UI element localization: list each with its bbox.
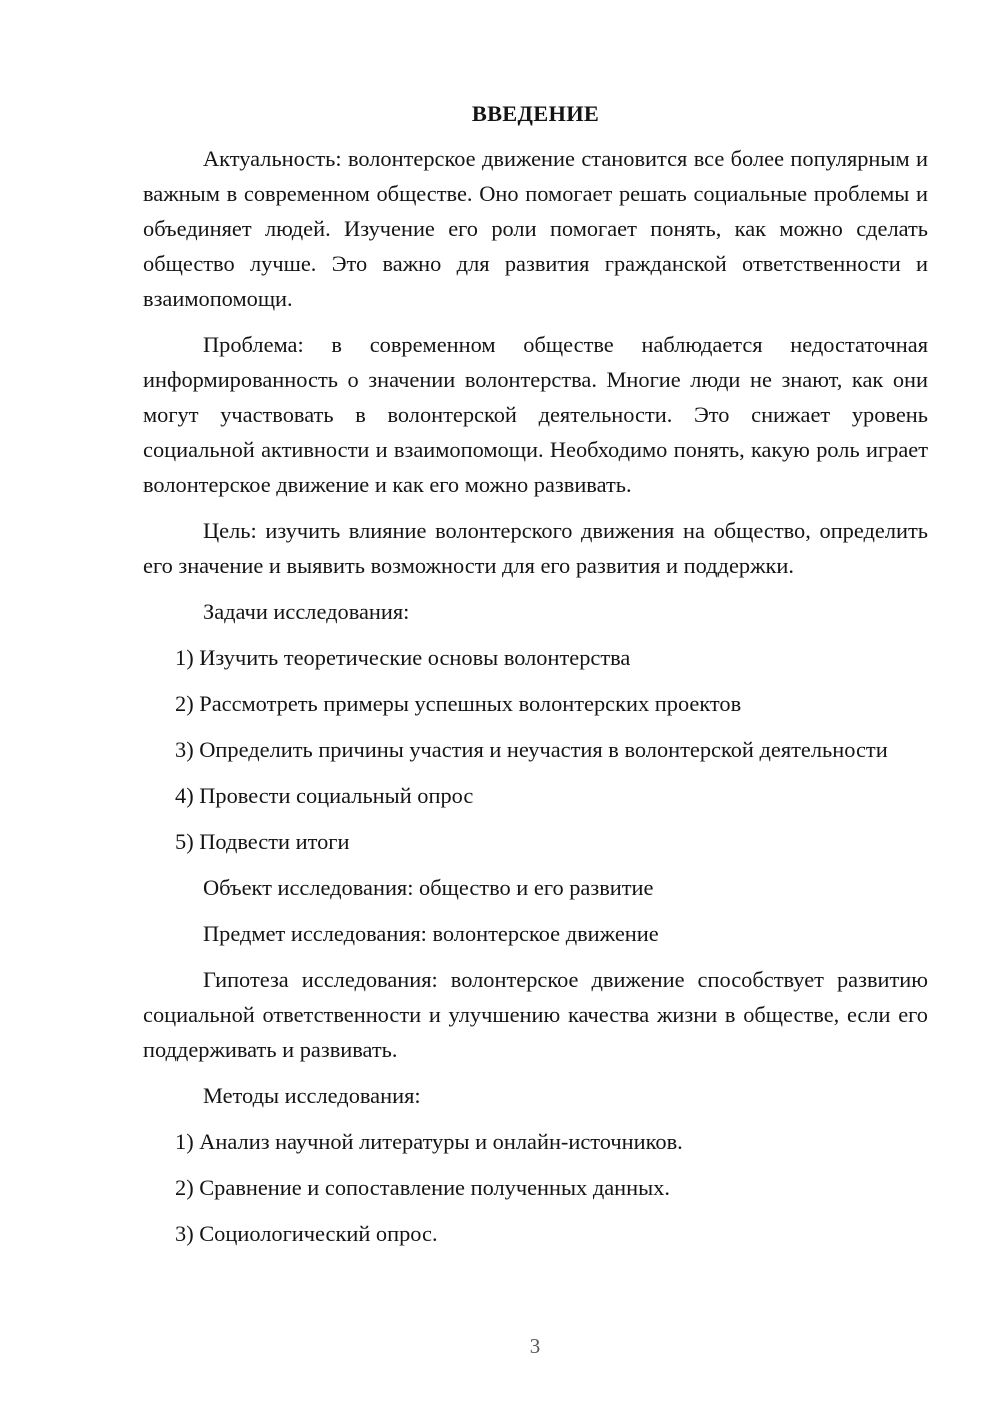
document-body (143, 96, 928, 1262)
section-title: ВВЕДЕНИЕ (471, 101, 600, 126)
paragraph-problem: Проблема: в современном обществе наблюдается недостаточная информированность о значении волонтерства. Многие люди не знают, как они могут участвовать в волонтерской деятельности. Это снижает уровень социальной активности и взаимопомощи. Необходимо понять, какую роль играет волонтерское движение и как его можно развивать. (143, 332, 928, 497)
research-hypothesis: Гипотеза исследования: волонтерское движение способствует развитию социальной ответственности и улучшению качества жизни в обществе, если его поддерживать и развивать. (143, 967, 928, 1062)
method-item-2: 2) Сравнение и сопоставление полученных данных. (175, 1175, 670, 1200)
task-item-5: 5) Подвести итоги (175, 829, 350, 854)
page-number: 3 (529, 1334, 541, 1358)
task-item-2: 2) Рассмотреть примеры успешных волонтерских проектов (175, 691, 742, 716)
task-item-4: 4) Провести социальный опрос (175, 783, 474, 808)
tasks-heading: Задачи исследования: (203, 599, 410, 624)
task-item-1: 1) Изучить теоретические основы волонтерства (175, 645, 631, 670)
task-item-3: 3) Определить причины участия и неучастия в волонтерской деятельности (175, 737, 888, 762)
research-subject: Предмет исследования: волонтерское движение (203, 921, 659, 946)
paragraph-goal: Цель: изучить влияние волонтерского движения на общество, определить его значение и выявить возможности для его развития и поддержки. (143, 518, 928, 578)
method-item-1: 1) Анализ научной литературы и онлайн-источников. (175, 1129, 683, 1154)
research-object: Объект исследования: общество и его развитие (203, 875, 654, 900)
paragraph-relevance: Актуальность: волонтерское движение становится все более популярным и важным в современном обществе. Оно помогает решать социальные проблемы и объединяет людей. Изучение его роли помогает понять, как можно сделать общество лучше. Это важно для развития гражданской ответственности и взаимопомощи. (143, 146, 928, 311)
methods-heading: Методы исследования: (203, 1083, 421, 1108)
method-item-3: 3) Социологический опрос. (175, 1221, 438, 1246)
